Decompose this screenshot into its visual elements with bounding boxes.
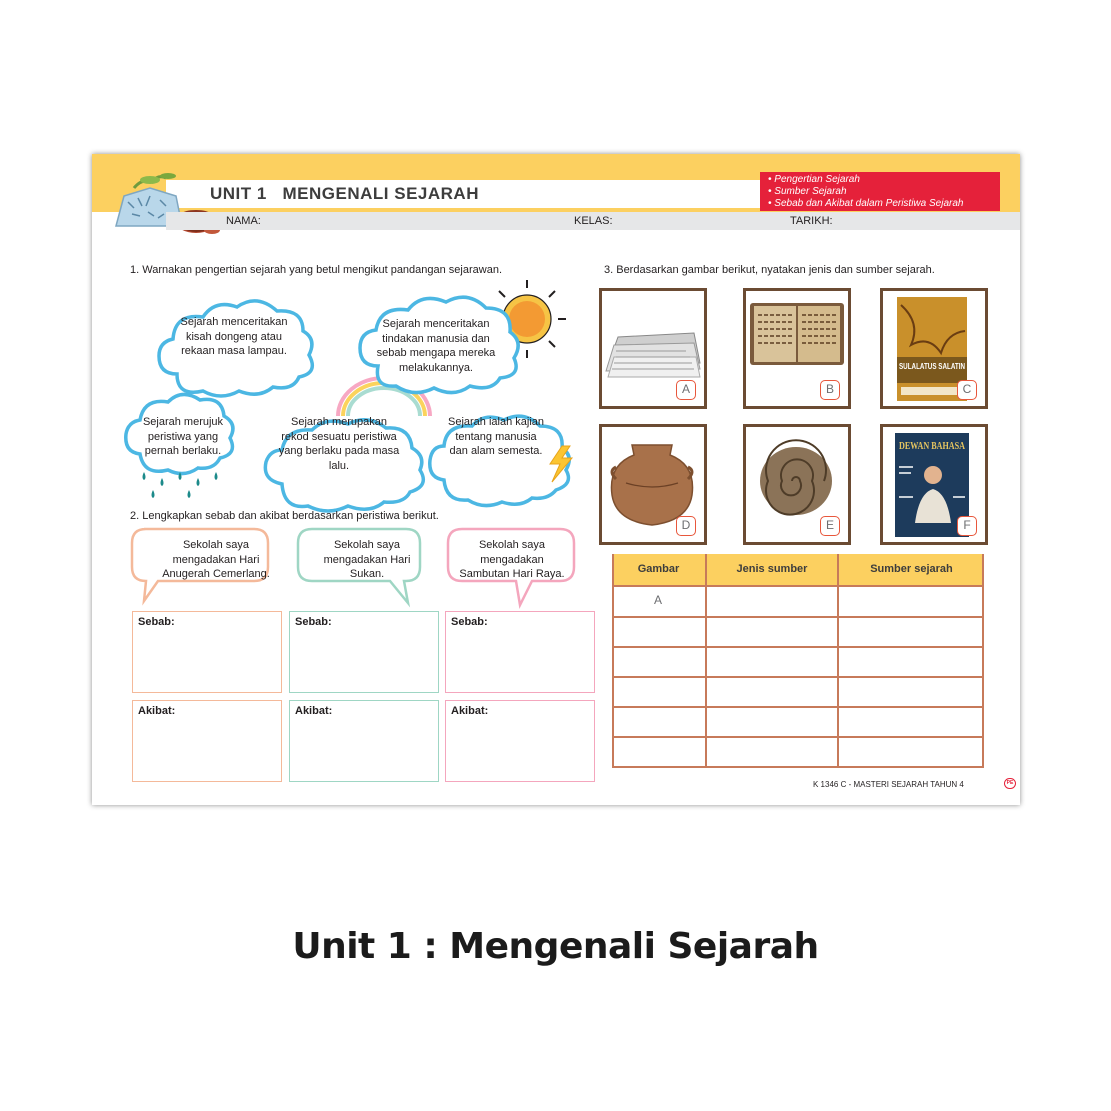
table-cell-gambar-a: A [654,593,663,607]
table-row [612,766,984,768]
source-image-e [743,424,851,545]
question-2-prompt: 2. Lengkapkan sebab dan akibat berdasarkan peristiwa berikut. [130,510,439,522]
image-label: E [820,516,840,536]
event-bubble-2: Sekolah saya mengadakan Hari Sukan. [323,539,411,580]
source-table [612,554,984,768]
table-row [612,616,984,618]
cloud-definition-3[interactable]: Sejarah merujuk peristiwa yang pernah berlaku. [142,416,224,457]
question-1-prompt: 1. Warnakan pengertian sejarah yang betul mengikut pandangan sejarawan. [130,264,503,276]
topic-item: • Sumber Sejarah [768,186,847,197]
image-label: A [676,380,696,400]
source-image-a [599,288,707,409]
sebab-box-3[interactable] [445,611,595,693]
event-bubble-3: Sekolah saya mengadakan Sambutan Hari Raya. [459,539,565,580]
akibat-box-2[interactable] [289,700,439,782]
image-label: D [676,516,696,536]
table-row [612,585,984,587]
image-label: B [820,380,840,400]
sebab-label: Sebab: [451,616,488,628]
sebab-box-1[interactable] [132,611,282,693]
akibat-label: Akibat: [295,705,333,717]
akibat-label: Akibat: [451,705,489,717]
topic-item: • Sebab dan Akibat dalam Peristiwa Sejarah [768,198,964,209]
image-label: F [957,516,977,536]
akibat-box-3[interactable] [445,700,595,782]
cloud-definition-1[interactable]: Sejarah menceritakan kisah dongeng atau rekaan masa lampau. [180,316,288,357]
table-header-jenis-sumber: Jenis sumber [707,554,837,585]
question-3-prompt: 3. Berdasarkan gambar berikut, nyatakan jenis dan sumber sejarah. [604,264,935,276]
book-cover-title: SULALATUS SALATIN [899,361,965,371]
sebab-label: Sebab: [138,616,175,628]
worksheet-page [92,154,1020,805]
footer-code: K 1346 C - MASTERI SEJARAH TAHUN 4 [813,780,964,789]
table-row [612,736,984,738]
topic-item: • Pengertian Sejarah [768,174,860,185]
nama-label: NAMA: [226,215,261,227]
source-image-d [599,424,707,545]
kelas-label: KELAS: [574,215,613,227]
event-bubble-1: Sekolah saya mengadakan Hari Anugerah Cemerlang. [162,539,270,580]
source-image-c [880,288,988,409]
topic-list [760,172,1000,211]
source-image-f [880,424,988,545]
table-row [612,706,984,708]
table-header-sumber-sejarah: Sumber sejarah [839,554,984,585]
cloud-definition-5[interactable]: Sejarah ialah kajian tentang manusia dan alam semesta. [448,416,545,457]
akibat-label: Akibat: [138,705,176,717]
unit-title: UNIT 1 MENGENALI SEJARAH [210,184,479,203]
table-row [612,646,984,648]
raindrop-icons [143,472,218,498]
sebab-label: Sebab: [295,616,332,628]
sebab-box-2[interactable] [289,611,439,693]
publisher-logo: PE [1004,778,1016,789]
table-row [612,676,984,678]
product-caption: Unit 1 : Mengenali Sejarah [292,926,819,967]
image-label: C [957,380,977,400]
cloud-definition-4[interactable]: Sejarah merupakan rekod sesuatu peristiwa yang berlaku pada masa lalu. [278,416,400,472]
cloud-definition-2[interactable]: Sejarah menceritakan tindakan manusia dan sebab mengapa mereka melakukannya. [376,318,496,374]
source-image-b [743,288,851,409]
magazine-cover-title: DEWAN BAHASA [899,440,966,452]
akibat-box-1[interactable] [132,700,282,782]
tarikh-label: TARIKH: [790,215,833,227]
table-header-gambar: Gambar [612,554,705,585]
